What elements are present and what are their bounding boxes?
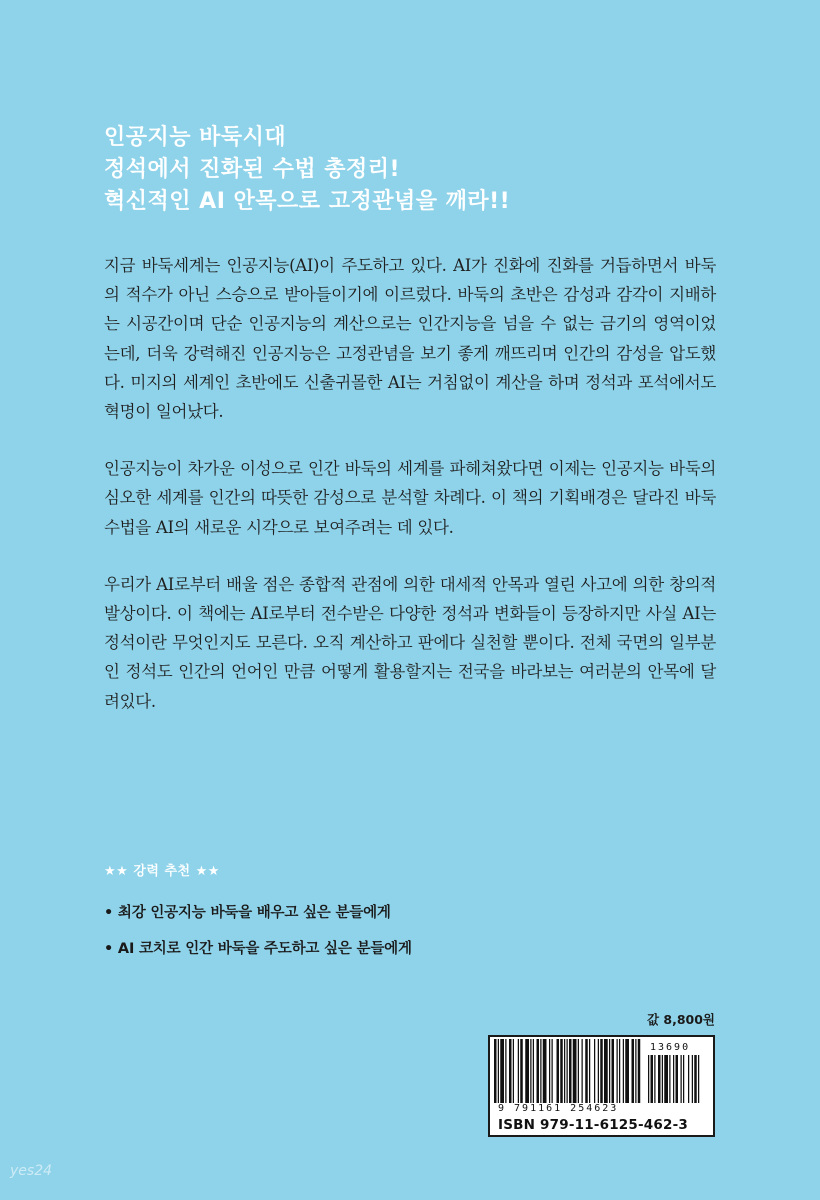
description-paragraph-1: 지금 바둑세계는 인공지능(AI)이 주도하고 있다. AI가 진화에 진화를 거듭하면서 바둑의 적수가 아닌 스승으로 받아들이기에 이르렀다. 바둑의 초반은 감성과 감각이 지배하는 시공간이며 단순 인공지능의 계산으로는 인간지능을 넘을 수 없는 금기의 영역이었는데, 더욱 강력해진 인공지능은 고정관념을 보기 좋게 깨뜨리며 인간의 감성을 압도했다. 미지의 세계인 초반에도 신출귀몰한 AI는 거침없이 계산을 하며 정석과 포석에서도 혁명이 일어났다.	[104, 256, 716, 422]
recommendation-title: ★★ 강력 추천 ★★	[104, 864, 220, 879]
headline-line-3: 혁신적인 AI 안목으로 고정관념을 깨라!!	[104, 189, 511, 214]
description-paragraph-3: 우리가 AI로부터 배울 점은 종합적 관점에 의한 대세적 안목과 열린 사고에 의한 창의적 발상이다. 이 책에는 AI로부터 전수받은 다양한 정석과 변화들이 등장하지만 사실 AI는 정석이란 무엇인지도 모른다. 오직 계산하고 판에다 실천할 뿐이다. 전체 국면의 일부분인 정석도 인간의 언어인 만큼 어떻게 활용할지는 전국을 바라보는 여러분의 안목에 달려있다.	[104, 574, 716, 711]
yes24-watermark: yes24	[10, 1163, 53, 1179]
recommendation-section	[104, 860, 664, 967]
isbn-barcode	[488, 1035, 715, 1137]
barcode-addon-code: 13690	[650, 1042, 691, 1053]
headline-block	[104, 122, 724, 218]
headline-line-2: 정석에서 진화된 수법 총정리!	[104, 157, 401, 182]
recommendation-item-2: • AI 코치로 인간 바둑을 주도하고 싶은 분들에게	[104, 941, 412, 957]
barcode-ean-digits: 9 791161 254623	[496, 1103, 698, 1114]
headline-line-1: 인공지능 바둑시대	[104, 125, 287, 150]
recommendation-item-1: • 최강 인공지능 바둑을 배우고 싶은 분들에게	[104, 905, 391, 921]
isbn-number: ISBN 979-11-6125-462-3	[498, 1117, 688, 1133]
price-label: 값 8,800원	[646, 1012, 715, 1027]
description-paragraph-2: 인공지능이 차가운 이성으로 인간 바둑의 세계를 파헤쳐왔다면 이제는 인공지능 바둑의 심오한 세계를 인간의 따뜻한 감성으로 분석할 차례다. 이 책의 기획배경은 달라진 바둑 수법을 AI의 새로운 시각으로 보여주려는 데 있다.	[104, 459, 716, 537]
description-body	[104, 251, 716, 744]
